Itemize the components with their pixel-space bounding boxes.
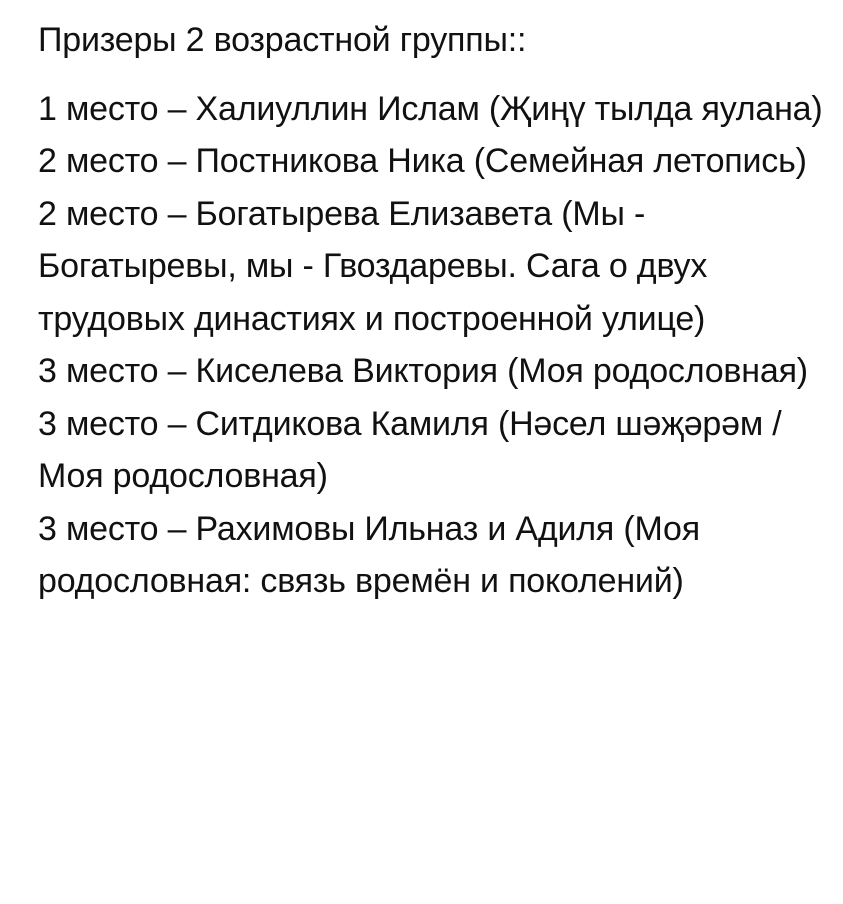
prize-entry-4: 3 место – Киселева Виктория (Моя родословная) xyxy=(38,352,808,390)
prize-winners-heading: Призеры 2 возрастной группы:: xyxy=(38,21,527,59)
prize-entry-6: 3 место – Рахимовы Ильназ и Адиля (Моя родословная: связь времён и поколений) xyxy=(38,509,700,600)
prize-winners-list xyxy=(38,83,828,608)
prize-entry-2: 2 место – Постникова Ника (Семейная летопись) xyxy=(38,142,807,180)
document-text xyxy=(38,14,828,608)
prize-entry-5: 3 место – Ситдикова Камиля (Нәсел шәҗәрәм / Моя родословная) xyxy=(38,404,782,495)
prize-entry-3: 2 место – Богатырева Елизавета (Мы - Богатыревы, мы - Гвоздаревы. Сага о двух трудовых династиях и построенной улице) xyxy=(38,194,708,338)
prize-entry-1: 1 место – Халиуллин Ислам (Җиңү тылда яулана) xyxy=(38,89,823,128)
